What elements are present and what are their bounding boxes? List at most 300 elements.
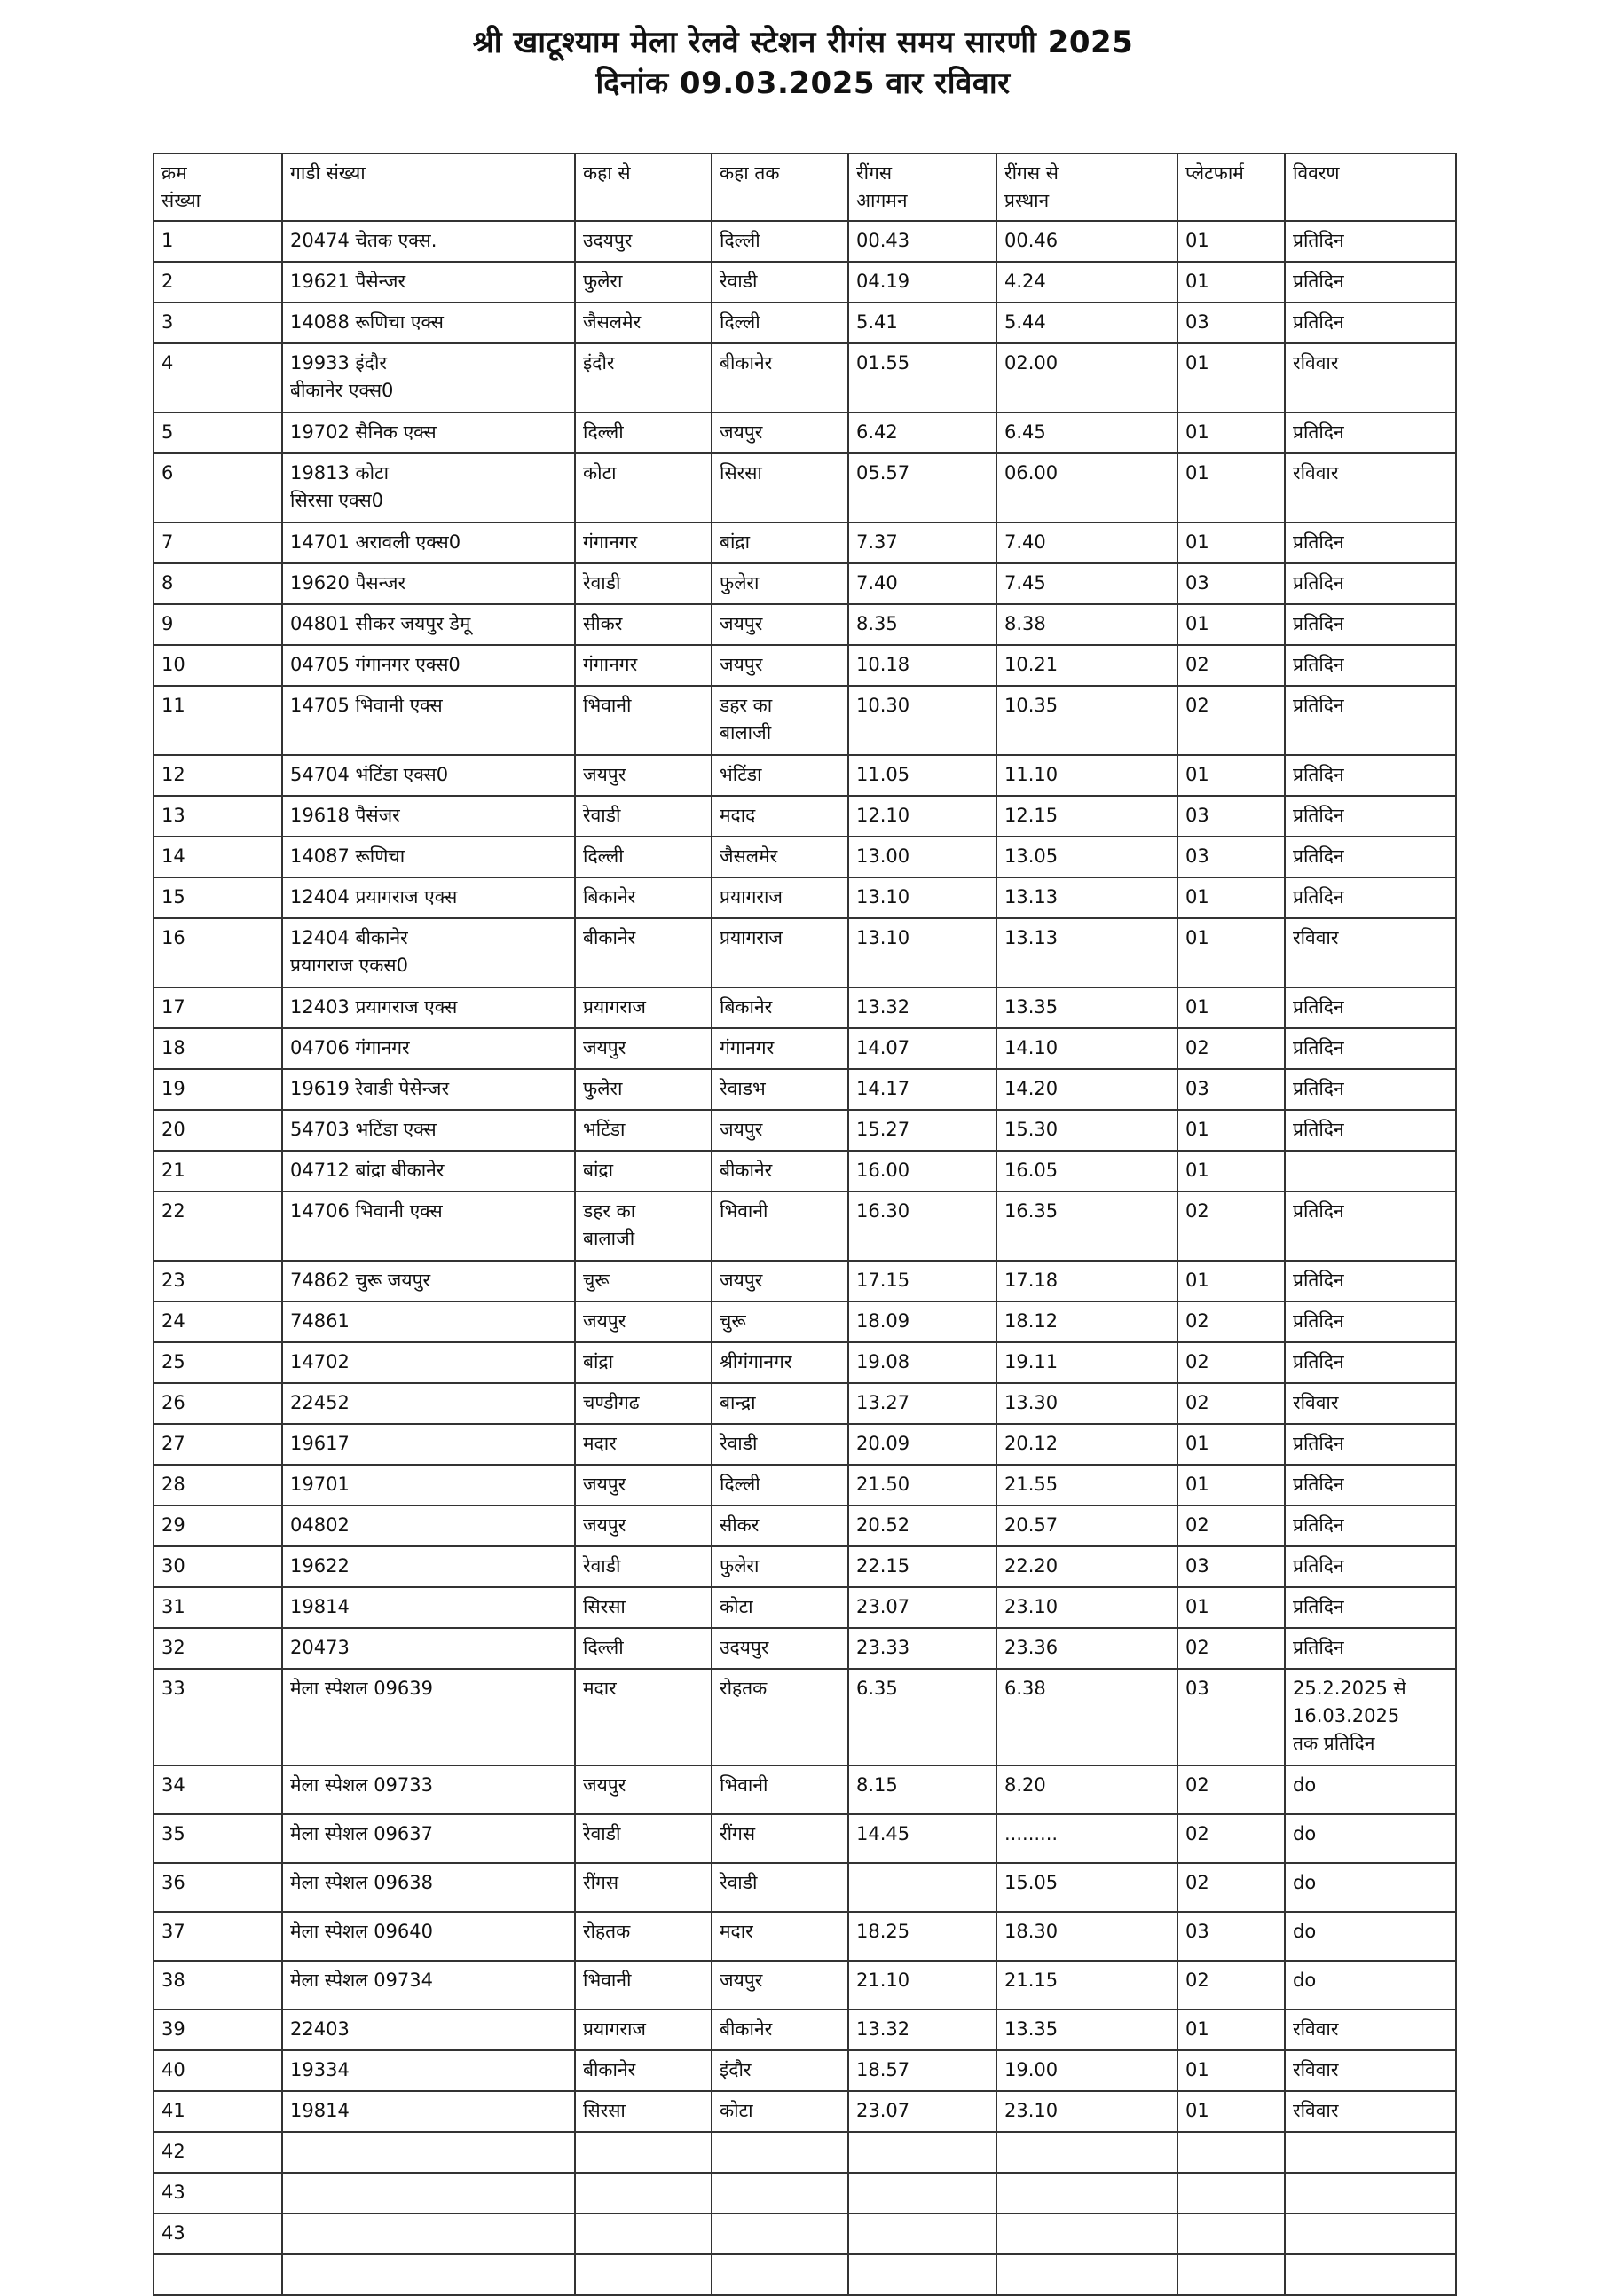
cell-description: प्रतिदिन (1285, 1628, 1456, 1669)
cell-serial-no: 9 (154, 604, 282, 645)
cell-platform: 01 (1177, 1110, 1285, 1151)
cell-platform: 02 (1177, 1301, 1285, 1342)
cell-to: बीकानेर (712, 1151, 848, 1191)
cell-serial-no: 30 (154, 1546, 282, 1587)
table-row (154, 453, 1456, 523)
cell-departure (996, 2213, 1177, 2254)
cell-arrival: 8.35 (848, 604, 996, 645)
cell-description: प्रतिदिन (1285, 987, 1456, 1028)
cell-serial-no (154, 2254, 282, 2295)
cell-departure: 18.30 (996, 1912, 1177, 1961)
cell-to: बिकानेर (712, 987, 848, 1028)
table-row (154, 303, 1456, 343)
cell-arrival: 13.27 (848, 1383, 996, 1424)
cell-description: प्रतिदिन (1285, 1261, 1456, 1301)
table-row (154, 1069, 1456, 1110)
cell-description: प्रतिदिन (1285, 604, 1456, 645)
cell-description: 25.2.2025 से 16.03.2025 तक प्रतिदिन (1285, 1669, 1456, 1765)
table-row (154, 343, 1456, 413)
cell-train: 12403 प्रयागराज एक्स (282, 987, 575, 1028)
cell-to: दिल्ली (712, 303, 848, 343)
cell-description: प्रतिदिन (1285, 1587, 1456, 1628)
header-train-number: गाडी संख्या (282, 153, 575, 221)
cell-from: भटिंडा (575, 1110, 712, 1151)
table-row (154, 796, 1456, 837)
cell-arrival: 18.57 (848, 2050, 996, 2091)
cell-train: 74861 (282, 1301, 575, 1342)
cell-arrival: 21.50 (848, 1465, 996, 1506)
cell-serial-no: 23 (154, 1261, 282, 1301)
cell-from: जयपुर (575, 1765, 712, 1814)
cell-to: रींगस (712, 1814, 848, 1863)
cell-platform (1177, 2132, 1285, 2173)
cell-departure: 23.10 (996, 1587, 1177, 1628)
cell-from: फुलेरा (575, 1069, 712, 1110)
cell-to: कोटा (712, 1587, 848, 1628)
cell-train: 19622 (282, 1546, 575, 1587)
cell-platform: 01 (1177, 523, 1285, 563)
cell-from: रेवाडी (575, 563, 712, 604)
cell-train: 04801 सीकर जयपुर डेमू (282, 604, 575, 645)
cell-platform: 03 (1177, 563, 1285, 604)
cell-description (1285, 2173, 1456, 2213)
cell-train: 14087 रूणिचा (282, 837, 575, 877)
cell-from: गंगानगर (575, 645, 712, 686)
cell-train: मेला स्पेशल 09637 (282, 1814, 575, 1863)
cell-description: do (1285, 1814, 1456, 1863)
cell-platform: 02 (1177, 1506, 1285, 1546)
cell-arrival: 16.00 (848, 1151, 996, 1191)
cell-serial-no: 29 (154, 1506, 282, 1546)
cell-serial-no: 43 (154, 2173, 282, 2213)
cell-serial-no: 8 (154, 563, 282, 604)
cell-description: प्रतिदिन (1285, 1110, 1456, 1151)
cell-platform: 01 (1177, 2050, 1285, 2091)
cell-arrival: 14.07 (848, 1028, 996, 1069)
header-platform: प्लेटफार्म (1177, 153, 1285, 221)
cell-arrival: 18.25 (848, 1912, 996, 1961)
cell-description: do (1285, 1863, 1456, 1912)
cell-arrival: 20.09 (848, 1424, 996, 1465)
cell-arrival (848, 2254, 996, 2295)
cell-serial-no: 12 (154, 755, 282, 796)
cell-from: फुलेरा (575, 262, 712, 303)
cell-serial-no: 16 (154, 918, 282, 987)
cell-from: मदार (575, 1424, 712, 1465)
cell-arrival: 16.30 (848, 1191, 996, 1261)
cell-departure: 16.35 (996, 1191, 1177, 1261)
cell-serial-no: 35 (154, 1814, 282, 1863)
cell-departure: 15.05 (996, 1863, 1177, 1912)
cell-description: प्रतिदिन (1285, 796, 1456, 837)
cell-train: 19621 पैसेन्जर (282, 262, 575, 303)
cell-from: जयपुर (575, 755, 712, 796)
cell-to: बीकानेर (712, 343, 848, 413)
cell-train: 19933 इंदौर बीकानेर एक्स0 (282, 343, 575, 413)
cell-arrival: 6.42 (848, 413, 996, 453)
cell-serial-no: 19 (154, 1069, 282, 1110)
cell-description: प्रतिदिन (1285, 1424, 1456, 1465)
table-row (154, 1424, 1456, 1465)
cell-description: रविवार (1285, 918, 1456, 987)
cell-serial-no: 5 (154, 413, 282, 453)
cell-platform: 01 (1177, 413, 1285, 453)
cell-to: मदाद (712, 796, 848, 837)
cell-arrival (848, 2213, 996, 2254)
cell-train: 04705 गंगानगर एक्स0 (282, 645, 575, 686)
cell-platform: 01 (1177, 2009, 1285, 2050)
cell-to (712, 2254, 848, 2295)
cell-arrival: 20.52 (848, 1506, 996, 1546)
cell-departure: 13.30 (996, 1383, 1177, 1424)
cell-to: प्रयागराज (712, 877, 848, 918)
cell-platform: 01 (1177, 2091, 1285, 2132)
document-title: श्री खाटूश्याम मेला रेलवे स्टेशन रीगंस समय सारणी 2025 (472, 25, 1134, 60)
cell-departure: 7.40 (996, 523, 1177, 563)
cell-departure: 13.13 (996, 918, 1177, 987)
schedule-table (153, 153, 1457, 2296)
table-row (154, 1628, 1456, 1669)
cell-description: प्रतिदिन (1285, 262, 1456, 303)
cell-arrival: 22.15 (848, 1546, 996, 1587)
cell-platform: 03 (1177, 1669, 1285, 1765)
cell-platform: 01 (1177, 453, 1285, 523)
cell-arrival: 00.43 (848, 221, 996, 262)
cell-arrival: 14.45 (848, 1814, 996, 1863)
cell-to: रेवाडी (712, 1424, 848, 1465)
table-row (154, 2091, 1456, 2132)
cell-train: मेला स्पेशल 09638 (282, 1863, 575, 1912)
cell-description: रविवार (1285, 2091, 1456, 2132)
cell-platform: 01 (1177, 262, 1285, 303)
cell-serial-no: 43 (154, 2213, 282, 2254)
table-row (154, 1587, 1456, 1628)
cell-arrival: 10.30 (848, 686, 996, 755)
cell-train: 19618 पैसंजर (282, 796, 575, 837)
cell-train: 19814 (282, 1587, 575, 1628)
cell-train (282, 2254, 575, 2295)
table-row (154, 523, 1456, 563)
cell-departure (996, 2132, 1177, 2173)
cell-to: जयपुर (712, 645, 848, 686)
cell-serial-no: 37 (154, 1912, 282, 1961)
cell-to: बान्द्रा (712, 1383, 848, 1424)
table-row (154, 1110, 1456, 1151)
cell-arrival: 11.05 (848, 755, 996, 796)
cell-serial-no: 32 (154, 1628, 282, 1669)
cell-description: प्रतिदिन (1285, 221, 1456, 262)
cell-departure: 6.45 (996, 413, 1177, 453)
cell-serial-no: 39 (154, 2009, 282, 2050)
cell-train: 54704 भंटिंडा एक्स0 (282, 755, 575, 796)
cell-arrival (848, 1863, 996, 1912)
cell-platform: 03 (1177, 796, 1285, 837)
cell-to: श्रीगंगानगर (712, 1342, 848, 1383)
cell-serial-no: 22 (154, 1191, 282, 1261)
cell-arrival: 13.00 (848, 837, 996, 877)
cell-platform: 01 (1177, 1151, 1285, 1191)
table-row (154, 563, 1456, 604)
cell-platform: 01 (1177, 1424, 1285, 1465)
cell-arrival: 04.19 (848, 262, 996, 303)
cell-from: इंदौर (575, 343, 712, 413)
cell-departure: 10.35 (996, 686, 1177, 755)
cell-serial-no: 18 (154, 1028, 282, 1069)
table-row (154, 645, 1456, 686)
cell-from: बीकानेर (575, 918, 712, 987)
table-row (154, 2009, 1456, 2050)
cell-train (282, 2132, 575, 2173)
cell-serial-no: 36 (154, 1863, 282, 1912)
cell-arrival: 13.32 (848, 2009, 996, 2050)
cell-to: गंगानगर (712, 1028, 848, 1069)
cell-train: 12404 प्रयागराज एक्स (282, 877, 575, 918)
cell-serial-no: 2 (154, 262, 282, 303)
table-row (154, 1261, 1456, 1301)
cell-departure: 13.13 (996, 877, 1177, 918)
header-from: कहा से (575, 153, 712, 221)
cell-train: 20473 (282, 1628, 575, 1669)
cell-to: फुलेरा (712, 1546, 848, 1587)
cell-from: सीकर (575, 604, 712, 645)
cell-arrival: 7.40 (848, 563, 996, 604)
cell-from: जयपुर (575, 1301, 712, 1342)
cell-to: जयपुर (712, 413, 848, 453)
cell-arrival: 15.27 (848, 1110, 996, 1151)
cell-platform: 02 (1177, 1628, 1285, 1669)
cell-train: मेला स्पेशल 09734 (282, 1961, 575, 2009)
cell-departure: 21.15 (996, 1961, 1177, 2009)
cell-to: प्रयागराज (712, 918, 848, 987)
cell-platform: 01 (1177, 877, 1285, 918)
table-header-row (154, 153, 1456, 221)
cell-from: भिवानी (575, 686, 712, 755)
cell-to: रेवाडभ (712, 1069, 848, 1110)
cell-description: रविवार (1285, 453, 1456, 523)
cell-platform: 02 (1177, 1863, 1285, 1912)
cell-train: 22452 (282, 1383, 575, 1424)
table-row (154, 686, 1456, 755)
cell-to: सीकर (712, 1506, 848, 1546)
cell-description: प्रतिदिन (1285, 755, 1456, 796)
cell-departure: 00.46 (996, 221, 1177, 262)
cell-to: भंटिंडा (712, 755, 848, 796)
cell-platform (1177, 2213, 1285, 2254)
cell-from: चण्डीगढ (575, 1383, 712, 1424)
table-row (154, 1028, 1456, 1069)
cell-to: जैसलमेर (712, 837, 848, 877)
cell-to: डहर का बालाजी (712, 686, 848, 755)
cell-to: फुलेरा (712, 563, 848, 604)
table-row (154, 1863, 1456, 1912)
cell-from: उदयपुर (575, 221, 712, 262)
cell-departure: 22.20 (996, 1546, 1177, 1587)
table-row (154, 1814, 1456, 1863)
cell-departure: 4.24 (996, 262, 1177, 303)
cell-departure: 8.38 (996, 604, 1177, 645)
cell-to (712, 2132, 848, 2173)
cell-serial-no: 28 (154, 1465, 282, 1506)
cell-platform: 01 (1177, 604, 1285, 645)
cell-platform: 01 (1177, 1465, 1285, 1506)
cell-from: दिल्ली (575, 837, 712, 877)
cell-train: 04802 (282, 1506, 575, 1546)
cell-description: प्रतिदिन (1285, 1342, 1456, 1383)
cell-departure: ......... (996, 1814, 1177, 1863)
cell-departure: 6.38 (996, 1669, 1177, 1765)
cell-arrival: 14.17 (848, 1069, 996, 1110)
cell-from (575, 2213, 712, 2254)
cell-description: प्रतिदिन (1285, 1069, 1456, 1110)
cell-serial-no: 42 (154, 2132, 282, 2173)
cell-description: प्रतिदिन (1285, 686, 1456, 755)
header-description: विवरण (1285, 153, 1456, 221)
cell-departure: 14.20 (996, 1069, 1177, 1110)
cell-train: मेला स्पेशल 09640 (282, 1912, 575, 1961)
cell-train: 22403 (282, 2009, 575, 2050)
cell-departure: 06.00 (996, 453, 1177, 523)
cell-from: डहर का बालाजी (575, 1191, 712, 1261)
cell-departure: 21.55 (996, 1465, 1177, 1506)
cell-train: 19620 पैसन्जर (282, 563, 575, 604)
cell-departure (996, 2173, 1177, 2213)
cell-train: 19334 (282, 2050, 575, 2091)
cell-departure: 10.21 (996, 645, 1177, 686)
cell-description: do (1285, 1912, 1456, 1961)
cell-departure: 13.35 (996, 2009, 1177, 2050)
cell-serial-no: 20 (154, 1110, 282, 1151)
cell-from: कोटा (575, 453, 712, 523)
table-row (154, 987, 1456, 1028)
cell-from: रेवाडी (575, 1814, 712, 1863)
cell-from: जयपुर (575, 1028, 712, 1069)
cell-description: प्रतिदिन (1285, 877, 1456, 918)
cell-arrival: 13.10 (848, 877, 996, 918)
table-row (154, 918, 1456, 987)
cell-platform: 03 (1177, 837, 1285, 877)
cell-train (282, 2173, 575, 2213)
cell-serial-no: 33 (154, 1669, 282, 1765)
cell-platform: 03 (1177, 1069, 1285, 1110)
cell-serial-no: 7 (154, 523, 282, 563)
cell-arrival: 13.10 (848, 918, 996, 987)
table-row (154, 1301, 1456, 1342)
cell-train: 19701 (282, 1465, 575, 1506)
cell-to: दिल्ली (712, 221, 848, 262)
cell-serial-no: 10 (154, 645, 282, 686)
header-to: कहा तक (712, 153, 848, 221)
table-row (154, 1506, 1456, 1546)
cell-description: प्रतिदिन (1285, 1191, 1456, 1261)
cell-platform: 01 (1177, 987, 1285, 1028)
cell-to: कोटा (712, 2091, 848, 2132)
cell-description: प्रतिदिन (1285, 523, 1456, 563)
table-row (154, 1151, 1456, 1191)
cell-departure: 20.12 (996, 1424, 1177, 1465)
cell-description: रविवार (1285, 2050, 1456, 2091)
cell-train: 19619 रेवाडी पेसेन्जर (282, 1069, 575, 1110)
cell-departure: 15.30 (996, 1110, 1177, 1151)
cell-from (575, 2254, 712, 2295)
cell-from: प्रयागराज (575, 987, 712, 1028)
table-row (154, 2254, 1456, 2295)
cell-serial-no: 13 (154, 796, 282, 837)
cell-arrival: 8.15 (848, 1765, 996, 1814)
cell-platform: 01 (1177, 755, 1285, 796)
cell-serial-no: 41 (154, 2091, 282, 2132)
cell-arrival: 23.07 (848, 1587, 996, 1628)
cell-platform: 02 (1177, 686, 1285, 755)
cell-serial-no: 25 (154, 1342, 282, 1383)
cell-to: चुरू (712, 1301, 848, 1342)
cell-to: दिल्ली (712, 1465, 848, 1506)
cell-arrival: 01.55 (848, 343, 996, 413)
cell-arrival: 23.07 (848, 2091, 996, 2132)
cell-from: चुरू (575, 1261, 712, 1301)
cell-platform: 02 (1177, 1028, 1285, 1069)
cell-train: 14702 (282, 1342, 575, 1383)
cell-train: 04706 गंगानगर (282, 1028, 575, 1069)
cell-departure: 23.10 (996, 2091, 1177, 2132)
cell-description: प्रतिदिन (1285, 413, 1456, 453)
table-row (154, 413, 1456, 453)
table-row (154, 2213, 1456, 2254)
cell-description: do (1285, 1961, 1456, 2009)
cell-platform (1177, 2173, 1285, 2213)
cell-to: जयपुर (712, 1110, 848, 1151)
cell-from: गंगानगर (575, 523, 712, 563)
cell-description: प्रतिदिन (1285, 1028, 1456, 1069)
cell-platform: 02 (1177, 1191, 1285, 1261)
cell-description: प्रतिदिन (1285, 1546, 1456, 1587)
cell-platform: 01 (1177, 1587, 1285, 1628)
cell-departure (996, 2254, 1177, 2295)
cell-departure: 17.18 (996, 1261, 1177, 1301)
cell-description (1285, 2254, 1456, 2295)
cell-train: 14705 भिवानी एक्स (282, 686, 575, 755)
cell-from: रेवाडी (575, 1546, 712, 1587)
cell-serial-no: 21 (154, 1151, 282, 1191)
cell-from (575, 2132, 712, 2173)
cell-departure: 13.35 (996, 987, 1177, 1028)
table-row (154, 1765, 1456, 1814)
cell-to: रोहतक (712, 1669, 848, 1765)
cell-platform: 01 (1177, 918, 1285, 987)
cell-serial-no: 1 (154, 221, 282, 262)
cell-from: जयपुर (575, 1506, 712, 1546)
cell-description (1285, 1151, 1456, 1191)
cell-arrival (848, 2132, 996, 2173)
cell-from: बांद्रा (575, 1342, 712, 1383)
cell-from: जयपुर (575, 1465, 712, 1506)
cell-platform: 03 (1177, 303, 1285, 343)
cell-from: बीकानेर (575, 2050, 712, 2091)
cell-departure: 12.15 (996, 796, 1177, 837)
cell-train: 19814 (282, 2091, 575, 2132)
cell-departure: 19.00 (996, 2050, 1177, 2091)
table-row (154, 1912, 1456, 1961)
cell-from: बांद्रा (575, 1151, 712, 1191)
cell-description: do (1285, 1765, 1456, 1814)
cell-arrival: 6.35 (848, 1669, 996, 1765)
cell-description (1285, 2132, 1456, 2173)
cell-from: बिकानेर (575, 877, 712, 918)
cell-platform: 02 (1177, 1814, 1285, 1863)
cell-platform: 02 (1177, 1342, 1285, 1383)
cell-serial-no: 24 (154, 1301, 282, 1342)
cell-train: 04712 बांद्रा बीकानेर (282, 1151, 575, 1191)
cell-to: जयपुर (712, 604, 848, 645)
